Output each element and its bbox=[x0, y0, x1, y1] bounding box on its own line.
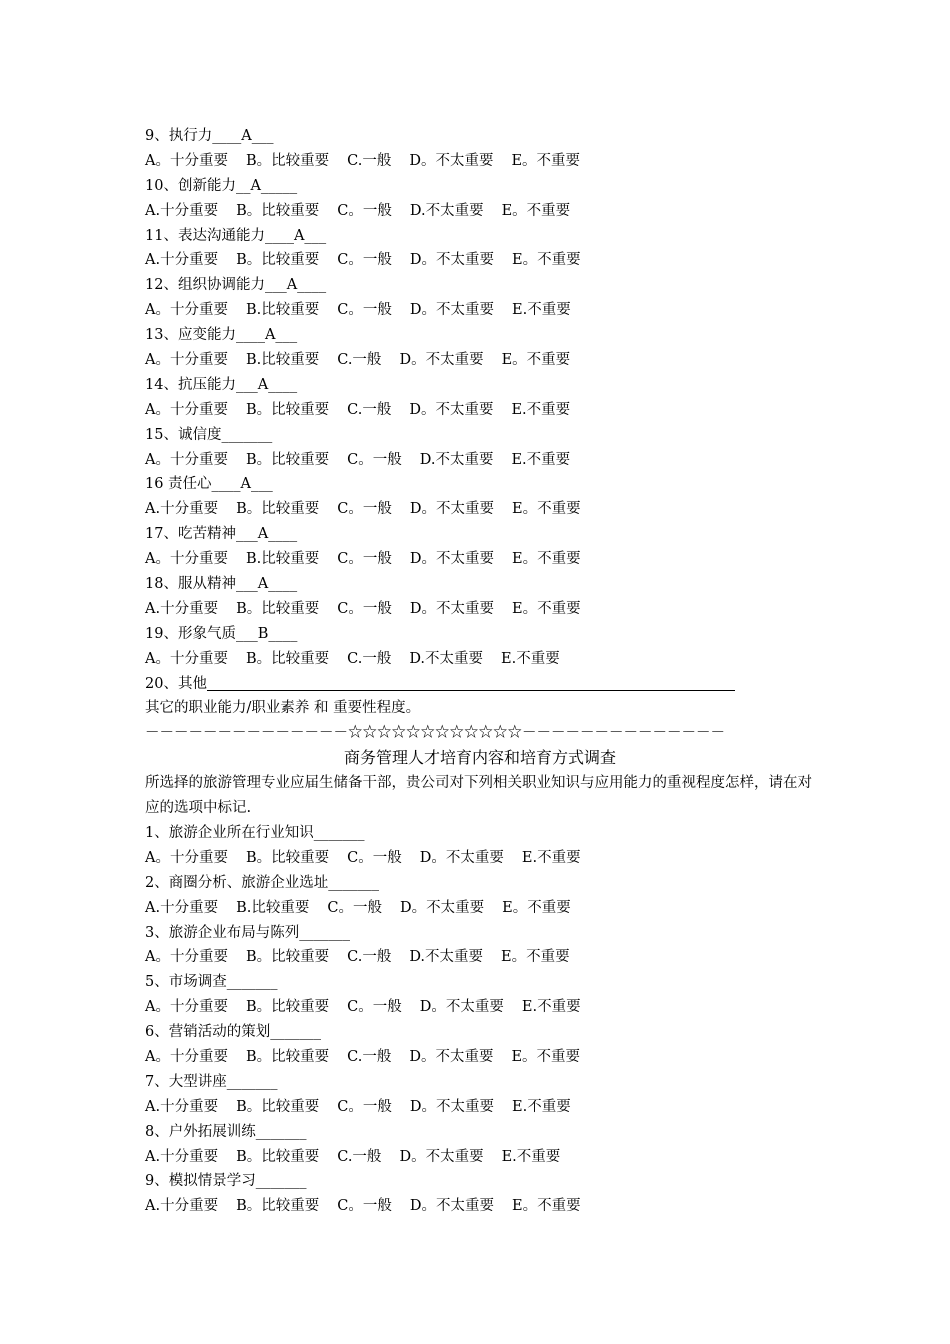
option-b[interactable]: B。比较重要 bbox=[245, 650, 330, 667]
option-d[interactable]: D。不太重要 bbox=[399, 899, 485, 916]
option-d[interactable]: D.不太重要 bbox=[409, 949, 484, 966]
option-e[interactable]: E.不重要 bbox=[512, 302, 571, 319]
options-row bbox=[145, 1095, 815, 1120]
option-a[interactable]: A。十分重要 bbox=[145, 849, 228, 866]
option-c[interactable]: C。一般 bbox=[337, 1098, 392, 1115]
option-e[interactable]: E.不重要 bbox=[521, 999, 581, 1016]
options-row bbox=[145, 298, 815, 323]
section-abilities bbox=[145, 124, 815, 672]
option-a[interactable]: A。十分重要 bbox=[145, 1048, 228, 1065]
option-d[interactable]: D。不太重要 bbox=[419, 849, 504, 866]
option-d[interactable]: D。不太重要 bbox=[409, 401, 494, 418]
option-b[interactable]: B.比较重要 bbox=[245, 352, 320, 369]
option-e[interactable]: E.不重要 bbox=[511, 451, 571, 468]
question-other-label: 20、其他 bbox=[145, 675, 207, 692]
option-d[interactable]: D。不太重要 bbox=[409, 302, 494, 319]
option-c[interactable]: C。一般 bbox=[337, 600, 392, 617]
option-d[interactable]: D。不太重要 bbox=[409, 252, 494, 269]
question-label: 7、大型讲座_______ bbox=[145, 1073, 278, 1090]
option-a[interactable]: A.十分重要 bbox=[145, 899, 219, 916]
option-a[interactable]: A。十分重要 bbox=[145, 650, 228, 667]
option-d[interactable]: D。不太重要 bbox=[399, 352, 484, 369]
option-b[interactable]: B。比较重要 bbox=[236, 1098, 320, 1115]
option-a[interactable]: A.十分重要 bbox=[145, 202, 219, 219]
question-label: 6、营销活动的策划_______ bbox=[145, 1024, 321, 1041]
options-row bbox=[145, 995, 815, 1020]
options-row bbox=[145, 497, 815, 522]
document-content bbox=[145, 124, 815, 1219]
options-row bbox=[145, 1045, 815, 1070]
option-a[interactable]: A.十分重要 bbox=[145, 501, 219, 518]
option-d[interactable]: D。不太重要 bbox=[409, 152, 494, 169]
survey-intro: 所选择的旅游管理专业应届生储备干部，贵公司对下列相关职业知识与应用能力的重视程度怎样，请在对应的选项中标记. bbox=[145, 775, 812, 817]
option-d[interactable]: D.不太重要 bbox=[419, 451, 494, 468]
options-row bbox=[145, 945, 815, 970]
option-b[interactable]: B。比较重要 bbox=[236, 501, 320, 518]
option-c[interactable]: C。一般 bbox=[337, 1198, 392, 1215]
question-label: 17、吃苦精神___A____ bbox=[145, 526, 298, 543]
option-b[interactable]: B.比较重要 bbox=[245, 302, 320, 319]
question-label: 10、创新能力__A_____ bbox=[145, 177, 298, 194]
options-row bbox=[145, 248, 815, 273]
option-b[interactable]: B。比较重要 bbox=[245, 451, 330, 468]
option-b[interactable]: B。比较重要 bbox=[236, 202, 320, 219]
option-a[interactable]: A。十分重要 bbox=[145, 352, 228, 369]
option-e[interactable]: E。不重要 bbox=[511, 1048, 581, 1065]
option-c[interactable]: C。一般 bbox=[347, 451, 402, 468]
option-c[interactable]: C。一般 bbox=[337, 252, 392, 269]
question-label: 13、应变能力____A___ bbox=[145, 327, 298, 344]
option-c[interactable]: C.一般 bbox=[347, 401, 392, 418]
option-b[interactable]: B。比较重要 bbox=[245, 401, 330, 418]
option-b[interactable]: B。比较重要 bbox=[245, 152, 330, 169]
question-label: 16 责任心____A___ bbox=[145, 476, 273, 493]
section-divider: －－－－－－－－－－－－－－☆☆☆☆☆☆☆☆☆☆☆☆－－－－－－－－－－－－－－ bbox=[145, 725, 725, 742]
option-c[interactable]: C.一般 bbox=[337, 1148, 382, 1165]
option-a[interactable]: A.十分重要 bbox=[145, 252, 219, 269]
question-label: 3、旅游企业布局与陈列_______ bbox=[145, 924, 350, 941]
option-c[interactable]: C。一般 bbox=[347, 849, 402, 866]
options-row bbox=[145, 896, 815, 921]
options-row bbox=[145, 398, 815, 423]
options-row bbox=[145, 647, 815, 672]
question-label: 2、商圈分析、旅游企业选址_______ bbox=[145, 874, 379, 891]
option-b[interactable]: B。比较重要 bbox=[236, 1148, 320, 1165]
answer-underline bbox=[207, 674, 735, 691]
options-row bbox=[145, 149, 815, 174]
option-e[interactable]: E.不重要 bbox=[501, 650, 560, 667]
option-d[interactable]: D。不太重要 bbox=[409, 501, 494, 518]
question-label: 19、形象气质___B____ bbox=[145, 625, 298, 642]
option-e[interactable]: E.不重要 bbox=[501, 1148, 561, 1165]
option-c[interactable]: C。一般 bbox=[327, 899, 382, 916]
option-a[interactable]: A。十分重要 bbox=[145, 401, 228, 418]
question-label: 15、诚信度_______ bbox=[145, 426, 273, 443]
options-row bbox=[145, 1145, 815, 1170]
option-a[interactable]: A.十分重要 bbox=[145, 600, 219, 617]
option-d[interactable]: D。不太重要 bbox=[419, 999, 504, 1016]
question-other bbox=[145, 672, 815, 697]
survey-title: 商务管理人才培育内容和培育方式调查 bbox=[343, 748, 616, 768]
option-a[interactable]: A。十分重要 bbox=[145, 551, 228, 568]
option-e[interactable]: E.不重要 bbox=[521, 849, 581, 866]
option-e[interactable]: E。不重要 bbox=[512, 551, 581, 568]
option-e[interactable]: E。不重要 bbox=[512, 501, 581, 518]
question-label: 8、户外拓展训练_______ bbox=[145, 1123, 307, 1140]
option-e[interactable]: E。不重要 bbox=[512, 600, 581, 617]
option-c[interactable]: C。一般 bbox=[337, 202, 392, 219]
option-c[interactable]: C.一般 bbox=[337, 352, 382, 369]
option-d[interactable]: D。不太重要 bbox=[409, 1098, 494, 1115]
question-label: 9、模拟情景学习_______ bbox=[145, 1173, 307, 1190]
option-d[interactable]: D。不太重要 bbox=[409, 1198, 494, 1215]
option-e[interactable]: E。不重要 bbox=[511, 152, 581, 169]
option-a[interactable]: A.十分重要 bbox=[145, 1148, 219, 1165]
option-e[interactable]: E。不重要 bbox=[512, 1198, 581, 1215]
option-c[interactable]: C。一般 bbox=[347, 999, 402, 1016]
option-b[interactable]: B。比较重要 bbox=[245, 949, 330, 966]
option-c[interactable]: C。一般 bbox=[337, 302, 392, 319]
other-note: 其它的职业能力/职业素养 和 重要性程度。 bbox=[145, 700, 421, 717]
option-a[interactable]: A。十分重要 bbox=[145, 451, 228, 468]
option-c[interactable]: C.一般 bbox=[347, 152, 392, 169]
option-d[interactable]: D.不太重要 bbox=[409, 202, 484, 219]
option-b[interactable]: B。比较重要 bbox=[245, 849, 330, 866]
option-a[interactable]: A。十分重要 bbox=[145, 949, 228, 966]
option-c[interactable]: C。一般 bbox=[337, 501, 392, 518]
question-label: 12、组织协调能力___A____ bbox=[145, 277, 327, 294]
options-row bbox=[145, 348, 815, 373]
option-c[interactable]: C。一般 bbox=[337, 551, 392, 568]
option-b[interactable]: B.比较重要 bbox=[236, 899, 310, 916]
question-label: 1、旅游企业所在行业知识_______ bbox=[145, 824, 365, 841]
option-d[interactable]: D。不太重要 bbox=[409, 551, 494, 568]
option-e[interactable]: E。不重要 bbox=[501, 202, 571, 219]
options-row bbox=[145, 846, 815, 871]
options-row bbox=[145, 1194, 815, 1219]
question-label: 5、市场调查_______ bbox=[145, 974, 278, 991]
section-training bbox=[145, 821, 815, 1219]
option-a[interactable]: A。十分重要 bbox=[145, 999, 228, 1016]
option-b[interactable]: B。比较重要 bbox=[245, 999, 330, 1016]
option-d[interactable]: D.不太重要 bbox=[409, 650, 484, 667]
option-e[interactable]: E。不重要 bbox=[501, 352, 571, 369]
option-b[interactable]: B。比较重要 bbox=[236, 1198, 320, 1215]
question-label: 14、抗压能力___A____ bbox=[145, 376, 298, 393]
option-a[interactable]: A.十分重要 bbox=[145, 1098, 219, 1115]
option-e[interactable]: E。不重要 bbox=[501, 949, 570, 966]
option-b[interactable]: B。比较重要 bbox=[236, 600, 320, 617]
question-label: 9、执行力____A___ bbox=[145, 128, 274, 144]
options-row bbox=[145, 199, 815, 224]
option-c[interactable]: C.一般 bbox=[347, 650, 392, 667]
option-e[interactable]: E.不重要 bbox=[512, 1098, 571, 1115]
question-label: 18、服从精神___A____ bbox=[145, 576, 298, 593]
option-d[interactable]: D。不太重要 bbox=[399, 1148, 484, 1165]
option-b[interactable]: B.比较重要 bbox=[245, 551, 320, 568]
option-b[interactable]: B。比较重要 bbox=[245, 1048, 330, 1065]
option-b[interactable]: B。比较重要 bbox=[236, 252, 320, 269]
option-c[interactable]: C.一般 bbox=[347, 949, 392, 966]
options-row bbox=[145, 448, 815, 473]
option-e[interactable]: E.不重要 bbox=[511, 401, 571, 418]
question-label: 11、表达沟通能力____A___ bbox=[145, 227, 327, 244]
option-c[interactable]: C.一般 bbox=[347, 1048, 392, 1065]
option-a[interactable]: A。十分重要 bbox=[145, 152, 228, 169]
option-a[interactable]: A.十分重要 bbox=[145, 1198, 219, 1215]
option-e[interactable]: E。不重要 bbox=[512, 252, 581, 269]
options-row bbox=[145, 597, 815, 622]
option-a[interactable]: A。十分重要 bbox=[145, 302, 228, 319]
option-d[interactable]: D。不太重要 bbox=[409, 600, 494, 617]
option-e[interactable]: E。不重要 bbox=[502, 899, 571, 916]
options-row bbox=[145, 547, 815, 572]
option-d[interactable]: D。不太重要 bbox=[409, 1048, 494, 1065]
